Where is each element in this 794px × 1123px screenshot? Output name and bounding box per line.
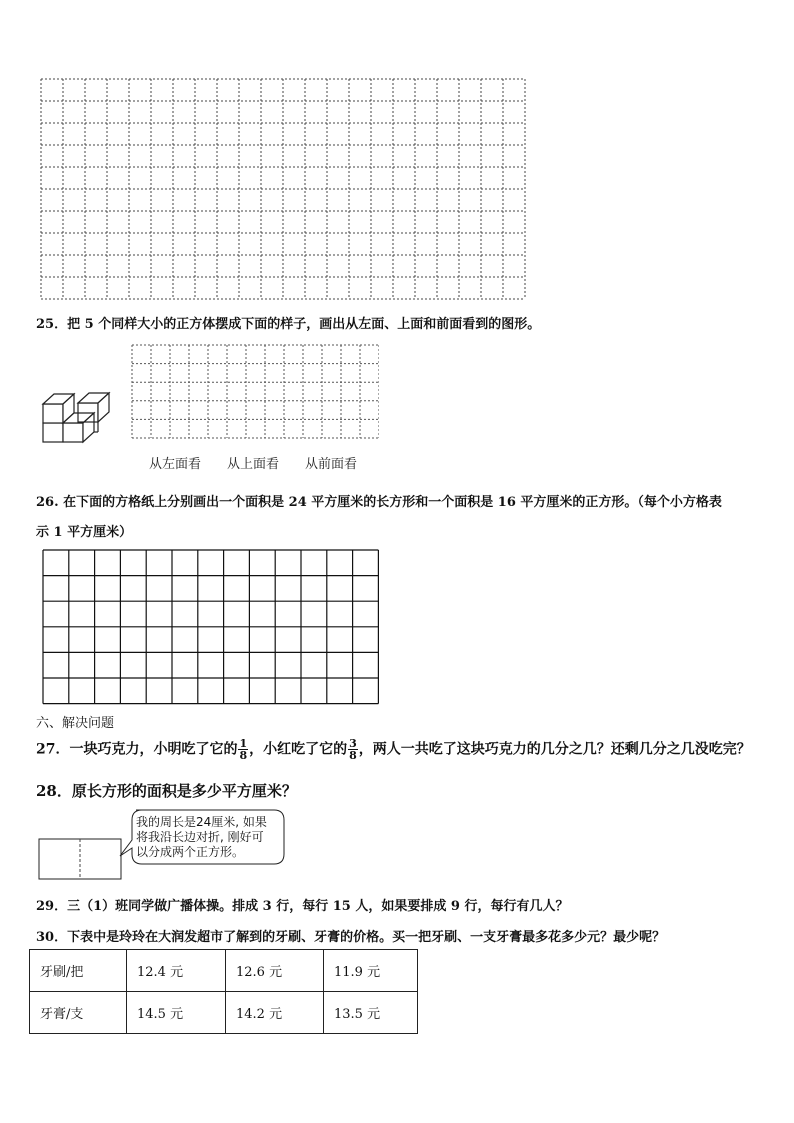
- fraction-one-eighth: $\frac{1}{8}$: [239, 737, 248, 762]
- table-cell: 12.6 元: [226, 950, 324, 992]
- bubble-line-1: 我的周长是24厘米, 如果: [136, 815, 267, 829]
- question-30-text: 30．下表中是玲玲在大润发超市了解到的牙刷、牙膏的价格。买一把牙刷、一支牙膏最多花多少元？最少呢？: [36, 930, 666, 945]
- q27-part2: ，小红吃了它的: [249, 741, 348, 758]
- table-cell: 14.2 元: [226, 992, 324, 1034]
- table-cell: 11.9 元: [324, 950, 418, 992]
- table-cell: 12.4 元: [127, 950, 226, 992]
- top-dashed-grid: [40, 78, 528, 301]
- q27-part3: ，两人一共吃了这块巧克力的几分之几？还剩几分之几没吃完？: [358, 741, 751, 758]
- table-row: [30, 992, 418, 1034]
- bubble-line-2: 将我沿长边对折, 刚好可: [136, 830, 264, 844]
- view-drawing-grid: [131, 344, 379, 439]
- table-cell: 13.5 元: [324, 992, 418, 1034]
- price-table: [29, 949, 418, 1034]
- square-grid-paper: [42, 549, 380, 705]
- question-27-text: [36, 738, 751, 761]
- table-cell: 14.5 元: [127, 992, 226, 1034]
- bubble-line-3: 以分成两个正方形。: [136, 845, 245, 859]
- caption-left-view: 从左面看: [149, 457, 202, 472]
- table-row: [30, 950, 418, 992]
- question-29-text: 29．三（1）班同学做广播体操。排成 3 行，每行 15 人，如果要排成 9 行，每行有几人？: [36, 899, 569, 914]
- q27-part1: 27．一块巧克力，小明吃了它的: [36, 741, 238, 758]
- cube-stack-figure: [40, 388, 120, 444]
- caption-front-view: 从前面看: [305, 457, 358, 472]
- fraction-three-eighths: $\frac{3}{8}$: [349, 737, 357, 762]
- row-label-toothpaste: 牙膏/支: [30, 992, 127, 1034]
- section-6-title: 六、解决问题: [36, 716, 115, 731]
- question-26-line2: 示 1 平方厘米）: [36, 525, 133, 540]
- row-label-toothbrush: 牙刷/把: [30, 950, 127, 992]
- question-25-text: 25．把 5 个同样大小的正方体摆成下面的样子，画出从左面、上面和前面看到的图形。: [36, 317, 541, 332]
- rectangle-figure: [38, 838, 122, 880]
- question-26-line1: 26. 在下面的方格纸上分别画出一个面积是 24 平方厘米的长方形和一个面积是 16 平方厘米的正方形。（每个小方格表: [36, 495, 722, 510]
- caption-top-view: 从上面看: [227, 457, 280, 472]
- question-28-text: 28．原长方形的面积是多少平方厘米？: [36, 782, 297, 800]
- speech-bubble-text: [136, 815, 267, 860]
